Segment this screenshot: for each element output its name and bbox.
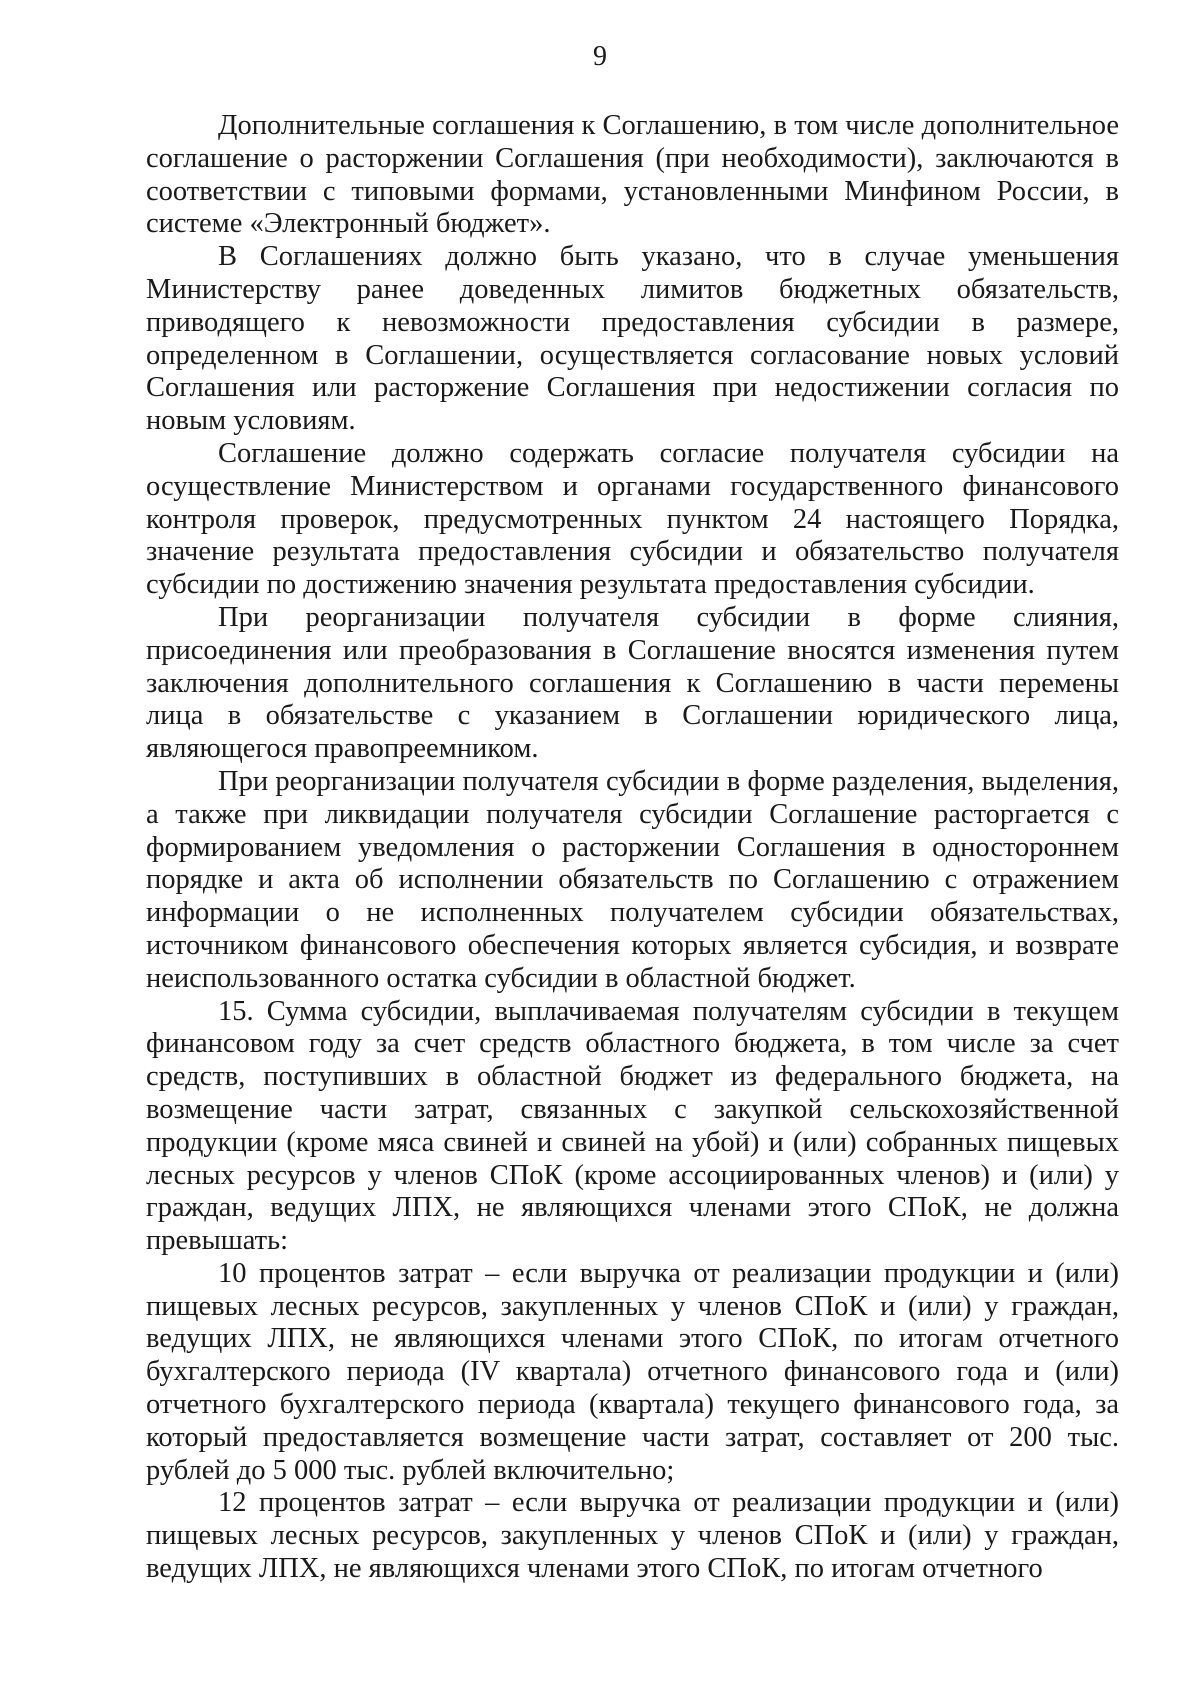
paragraph-6-item-15: 15. Сумма субсидии, выплачиваемая получателям субсидии в текущем финансовом году за счет средств областного бюджета, в том числе за счет средств, поступивших в областной бюджет из федерального бюджета, на возмещение части затрат, связанных с закупкой сельскохозяйственной продукции (кроме мяса свиней и свиней на убой) и (или) собранных пищевых лесных ресурсов у членов СПоК (кроме ассоциированных членов) и (или) у граждан, ведущих ЛПХ, не являющихся членами этого СПоК, не должна превышать: [146, 995, 1119, 1257]
paragraph-8-twelve-percent: 12 процентов затрат – если выручка от реализации продукции и (или) пищевых лесных ресурсов, закупленных у членов СПоК и (или) у граждан, ведущих ЛПХ, не являющихся членами этого СПоК, по итогам отчетного [146, 1487, 1119, 1585]
paragraph-2: В Соглашениях должно быть указано, что в случае уменьшения Министерству ранее доведенных лимитов бюджетных обязательств, приводящего к невозможности предоставления субсидии в размере, определенном в Соглашении, осуществляется согласование новых условий Соглашения или расторжение Соглашения при недостижении согласия по новым условиям. [146, 241, 1119, 437]
paragraph-7-ten-percent: 10 процентов затрат – если выручка от реализации продукции и (или) пищевых лесных ресурсов, закупленных у членов СПоК и (или) у граждан, ведущих ЛПХ, не являющихся членами этого СПоК, по итогам отчетного бухгалтерского периода (IV квартала) отчетного финансового года и (или) отчетного бухгалтерского периода (квартала) текущего финансового года, за который предоставляется возмещение части затрат, составляет от 200 тыс. рублей до 5 000 тыс. рублей включительно; [146, 1257, 1119, 1486]
paragraph-4: При реорганизации получателя субсидии в форме слияния, присоединения или преобразования в Соглашение вносятся изменения путем заключения дополнительного соглашения к Соглашению в части перемены лица в обязательстве с указанием в Соглашении юридического лица, являющегося правопреемником. [146, 601, 1119, 765]
paragraph-3: Соглашение должно содержать согласие получателя субсидии на осуществление Министерством и органами государственного финансового контроля проверок, предусмотренных пунктом 24 настоящего Порядка, значение результата предоставления субсидии и обязательство получателя субсидии по достижению значения результата предоставления субсидии. [146, 437, 1119, 601]
paragraph-1: Дополнительные соглашения к Соглашению, в том числе дополнительное соглашение о расторжении Соглашения (при необходимости), заключаются в соответствии с типовыми формами, установленными Минфином России, в системе «Электронный бюджет». [146, 110, 1119, 240]
page-number: 9 [593, 41, 607, 72]
paragraph-5: При реорганизации получателя субсидии в форме разделения, выделения, а также при ликвидации получателя субсидии Соглашение расторгается с формированием уведомления о расторжении Соглашения в одностороннем порядке и акта об исполнении обязательств по Соглашению с отражением информации о не исполненных получателем субсидии обязательствах, источником финансового обеспечения которых является субсидия, и возврате неиспользованного остатка субсидии в областной бюджет. [146, 765, 1119, 994]
document-body [146, 110, 1119, 1586]
